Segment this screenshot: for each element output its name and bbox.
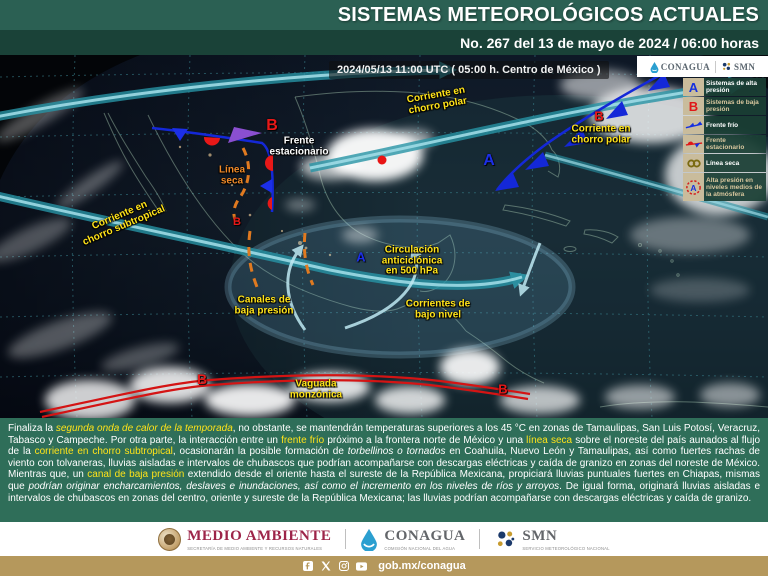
water-drop-icon: [650, 61, 659, 73]
legend-item-1: [683, 97, 766, 115]
anticyclone-dome: [228, 219, 572, 355]
government-seal-icon: [158, 528, 181, 551]
bulletin-number: No. 267 del 13 de mayo de 2024 / 06:00 horas: [460, 34, 759, 51]
satellite-map: [0, 55, 768, 418]
low-pressure-letter-icon: B: [683, 97, 704, 115]
description-text: . De igual forma, originará lluvias aisladas e intervalos de chubascos en zonas del centro, oriente y sureste de la República Mexicana; las lluvias podrían acompañarse con descargas eléctricas y caída de granizo.: [8, 480, 761, 504]
highlighted-term: canal de baja presión: [87, 469, 185, 481]
low-pressure-letter-5: B: [196, 371, 208, 387]
timestamp-bar: [329, 61, 609, 79]
conagua-mini-logo: [650, 61, 710, 73]
subheader-bar: [0, 30, 768, 55]
description-text: Finaliza la: [8, 423, 56, 434]
legend-label: Alta presión en niveles medios de la atmósfera: [704, 173, 766, 201]
anticyclone-label: Circulación anticiclónica en 500 hPa: [381, 244, 443, 277]
conagua-title: CONAGUA: [384, 527, 466, 544]
highlighted-term: línea seca: [526, 434, 573, 446]
satellite-imagery: [0, 55, 768, 418]
smn-swirl-icon: [721, 61, 732, 72]
low-channels-label: Canales de baja presión: [234, 294, 294, 316]
polar-jet-label-1: Corriente en chorro polar: [405, 84, 468, 116]
low-center-dot: [378, 156, 387, 165]
facebook-icon: [302, 561, 313, 572]
conagua-mini-label: CONAGUA: [660, 61, 711, 72]
smn-mini-label: SMN: [734, 61, 756, 72]
footer-divider: [345, 529, 346, 549]
conagua-logo: [360, 527, 465, 551]
stationary-front-label: Frente estacionario: [269, 135, 329, 157]
mid-level-high-icon: [683, 173, 704, 201]
legend-item-0: [683, 78, 766, 96]
medio-ambiente-title: MEDIO AMBIENTE: [187, 527, 332, 544]
medio-ambiente-subtitle: SECRETARÍA DE MEDIO AMBIENTE Y RECURSOS NATURALES: [187, 545, 323, 551]
footer-logos-bar: [0, 522, 768, 556]
conagua-subtitle: COMISIÓN NACIONAL DEL AGUA: [384, 545, 456, 551]
legend-item-4: [683, 154, 766, 172]
legend-label: Sistemas de alta presión: [704, 78, 766, 96]
description-text: en Coahuila, Nuevo León y Tamaulipas, así como fuertes rachas de viento con tolvaneras, lluvias aisladas e intervalos de chubascos que podrían acompañarse con descargas eléctricas y caída de granizo en zonas del noreste de México. Mientras que, un: [8, 446, 760, 481]
smn-swirl-icon: [494, 528, 516, 550]
description-text: , no obstante, se mantendrán temperaturas superiores a los 45 °C en zonas de Tamaulipas, San Luis Potosí, Veracruz, Tabasco y Campeche. Por otra parte, la interacción entre un: [8, 423, 760, 446]
page-title: SISTEMAS METEOROLÓGICOS ACTUALES: [337, 3, 759, 26]
description-text: extendido desde el oriente hasta el sureste de la República Mexicana, propiciará lluvias puntuales fuertes en Chiapas, mismas que: [8, 469, 760, 492]
svg-text:A: A: [690, 182, 697, 193]
dry-line-icon: [683, 154, 704, 172]
smn-mini-logo: [721, 61, 755, 72]
monsoon-trough-label: Vaguada monzónica: [289, 378, 343, 400]
legend-item-5: [683, 173, 766, 201]
map-logo-bar: [637, 56, 768, 77]
description-text: torbellinos o tornados: [347, 446, 446, 458]
legend-label: Sistemas de baja presión: [704, 97, 766, 115]
forecast-paragraph: [8, 423, 760, 504]
highlighted-term: segunda onda de calor de la temporada: [55, 423, 233, 434]
low-pressure-letter-4: B: [233, 216, 241, 228]
gobmx-url: gob.mx/conagua: [378, 560, 466, 572]
smn-title: SMN: [522, 527, 558, 544]
header-bar: [0, 0, 768, 30]
high-pressure-letter-2: A: [483, 152, 495, 169]
smn-subtitle: SERVICIO METEOROLÓGICO NACIONAL: [522, 545, 610, 551]
legend-item-3: [683, 135, 766, 153]
logo-divider: [715, 61, 716, 73]
low-pressure-letter-6: B: [498, 381, 508, 397]
legend-label: Frente frío: [704, 116, 766, 134]
low-pressure-letter-1: B: [594, 108, 604, 124]
highlighted-term: corriente en chorro subtropical: [34, 446, 173, 458]
forecast-description: [0, 418, 768, 522]
high-pressure-letter-3: A: [356, 249, 366, 265]
cold-front-icon: [683, 116, 704, 134]
stationary-front-icon: [683, 135, 704, 153]
dry-line-label: Línea seca: [218, 164, 246, 186]
map-legend: [683, 78, 766, 201]
social-bar: [0, 556, 768, 576]
description-text: podrían originar encharcamientos, deslaves e inundaciones, así como el incremento en los niveles de ríos y arroyos: [28, 480, 560, 492]
water-drop-icon: [360, 527, 378, 551]
description-text: , ocasionarán la posible formación de: [172, 446, 348, 458]
medio-ambiente-logo: [158, 528, 331, 551]
x-icon: [320, 561, 331, 572]
low-pressure-letter-0: B: [266, 117, 278, 134]
youtube-icon: [356, 561, 367, 572]
instagram-icon: [338, 561, 349, 572]
description-text: próximo a la frontera norte de México y una: [324, 434, 527, 446]
high-pressure-letter-icon: A: [683, 78, 704, 96]
description-text: sobre el noreste del país aunados al flujo de la: [8, 434, 760, 458]
smn-logo: [494, 528, 609, 551]
legend-label: Línea seca: [704, 154, 766, 172]
footer-divider: [479, 529, 480, 549]
highlighted-term: frente frío: [281, 434, 325, 446]
legend-item-2: [683, 116, 766, 134]
timestamp-text: 2024/05/13 11:00 UTC ( 05:00 h. Centro de México ): [337, 64, 601, 76]
polar-jet-label-2: Corriente en chorro polar: [571, 123, 631, 145]
low-level-flow-label: Corrientes de bajo nivel: [405, 298, 471, 320]
legend-label: Frente estacionario: [704, 135, 766, 153]
subtropical-jet-label: Corriente en chorro subtropical: [80, 198, 167, 248]
